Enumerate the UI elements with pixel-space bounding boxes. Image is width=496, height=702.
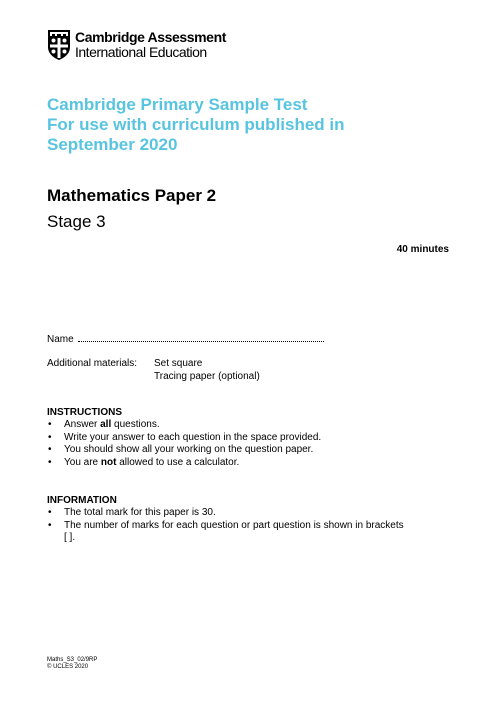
materials-label: Additional materials:: [47, 358, 138, 369]
title-line1: Cambridge Primary Sample Test: [47, 95, 308, 114]
instructions-list: [47, 419, 407, 469]
information-list: [47, 507, 407, 545]
org-name-line1: Cambridge Assessment: [75, 29, 226, 45]
cambridge-logo: [47, 29, 237, 63]
materials-item: Tracing paper (optional): [154, 371, 260, 382]
document-title: [47, 95, 467, 155]
paper-code: Maths_S3_02/9RP: [47, 657, 98, 663]
materials-item: Set square: [154, 358, 203, 369]
instruction-item: • Write your answer to each question in the space provided.: [48, 431, 322, 443]
bullet-icon: •: [48, 519, 52, 531]
name-field: [47, 332, 324, 346]
instruction-item: • You should show all your working on the question paper.: [48, 444, 314, 455]
paper-name: Mathematics Paper 2: [47, 186, 217, 205]
name-dotted-line[interactable]: [78, 332, 324, 342]
information-heading: INFORMATION: [47, 495, 117, 506]
name-label: Name: [47, 334, 74, 345]
copyright: © UCLES 2020: [47, 664, 89, 670]
org-name-line2: International Education: [75, 44, 207, 60]
title-line3: September 2020: [47, 135, 178, 154]
bullet-icon: •: [48, 456, 52, 468]
information-item: • The total mark for this paper is 30.: [48, 507, 216, 518]
title-line2: For use with curriculum published in: [47, 115, 345, 134]
bullet-icon: •: [48, 419, 52, 430]
bullet-icon: •: [48, 431, 52, 443]
instruction-item: • Answer all questions.: [48, 419, 160, 430]
duration-label: 40 minutes: [396, 244, 449, 255]
footer: [47, 657, 97, 671]
materials-list: [154, 357, 260, 383]
instructions-heading: INSTRUCTIONS: [47, 407, 122, 418]
cambridge-crest-icon: [47, 29, 71, 61]
information-item: • The number of marks for each question or part question is shown in brackets [ ].: [48, 519, 404, 543]
stage-label: Stage 3: [47, 212, 106, 231]
instruction-item: • You are not allowed to use a calculator.: [48, 456, 240, 468]
bullet-icon: •: [48, 444, 52, 455]
bullet-icon: •: [48, 507, 52, 518]
